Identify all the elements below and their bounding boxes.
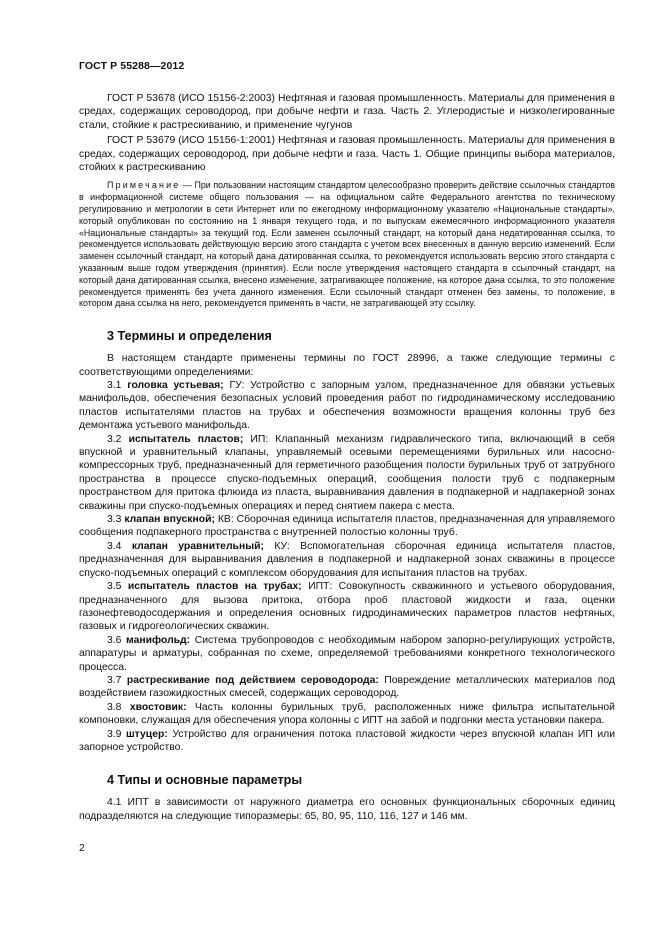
term-definition: ИПТ: Совокупность скважинного и устьевого оборудования, предназначенного для вызова притока, отбора проб пластовой жидкости и газа, оценки газонефтеводосодержания и определения основных гидродинамических параметров пластов нефтяных, газовых и гидрогеологических скважин. [79, 581, 615, 633]
term-number: 3.1 [107, 380, 122, 392]
term-number: 3.4 [107, 540, 122, 552]
term-definition: Повреждение металлических материалов под воздействием газожидкостных смесей, содержащих сероводород. [79, 674, 615, 700]
reference-gost-53678: ГОСТ Р 53678 (ИСО 15156-2:2003) Нефтяная и газовая промышленность. Материалы для применения в средах, содержащих сероводород, при добыче нефти и газа. Часть 2. Углеродистые и низколегированные стали, стойкие к растрескиванию, и применение чугунов [79, 93, 615, 131]
section-3-intro: В настоящем стандарте применены термины по ГОСТ 28996, а также следующие термины с соответствующими определениями: [79, 353, 615, 378]
term-3-7 [79, 674, 615, 701]
term-3-6 [79, 634, 615, 674]
term-3-3 [79, 513, 615, 540]
term-number: 3.3 [107, 514, 122, 526]
page-header-standard-number: ГОСТ Р 55288—2012 [79, 60, 185, 72]
term-name: клапан уравнительный; [131, 540, 264, 552]
note-label: Примечание [107, 180, 181, 191]
reference-gost-53679: ГОСТ Р 53679 (ИСО 15156-1:2001) Нефтяная и газовая промышленность. Материалы для применения в средах, содержащих сероводород, при добыче нефти и газа. Часть 1. Общие принципы выбора материалов, стойких к растрескиванию [79, 135, 615, 174]
term-definition: ГУ: Устройство с запорным узлом, предназначенное для обвязки устьевых манифольдов, обеспечения безопасных условий проведения работ по гидродинамическому исследованию пластов испытателями пластов на трубах и обеспечения возможности вращения колонны труб без демонтажа устьевого манифольда. [79, 380, 615, 432]
term-definition: Часть колонны бурильных труб, расположенных ниже фильтра испытательной компоновки, служащая для обеспечения упора колонны с ИПТ на забой и подгонки места установки пакера. [79, 701, 615, 727]
term-number: 3.2 [107, 433, 122, 445]
term-definition: КВ: Сборочная единица испытателя пластов, предназначенная для управляемого сообщения подпакерного пространства с внутренней полостью колонны труб. [79, 514, 616, 539]
section-3-heading: 3 Термины и определения [107, 329, 272, 344]
term-name: штуцер: [126, 728, 168, 740]
term-name: испытатель пластов; [128, 433, 244, 445]
term-name: хвостовик: [129, 701, 187, 713]
term-3-5 [79, 580, 615, 634]
page-content [79, 92, 615, 823]
section-4-1-paragraph: 4.1 ИПТ в зависимости от наружного диаметра его основных функциональных сборочных единиц подразделяются на следующие типоразмеры: 65, 80, 95, 110, 116, 127 и 146 мм. [79, 797, 615, 822]
term-number: 3.7 [107, 674, 122, 686]
note-text: — При пользовании настоящим стандартом целесообразно проверить действие ссылочных стандартов в информационной системе общего пользования — на официальном сайте Федерального агентства по техническому регулированию и метрологии в сети Интернет или по ежегодному информационному указателю «Национальные стандарты», который опубликован по состоянию на 1 января текущего года, и по выпускам ежемесячного информационного указателя «Национальные стандарты» за текущий год. Если заменен ссылочный стандарт, на который дана недатированная ссылка, то рекомендуется использовать действующую версию этого стандарта с учетом всех внесенных в данную версию изменений. Если заменен ссылочный стандарт, на который дана датированная ссылка, то рекомендуется использовать версию этого стандарта с указанным выше годом утверждения (принятия). Если после утверждения настоящего стандарта в ссылочный стандарт, на который дана датированная ссылка, внесено изменение, затрагивающее положение, на которое дана ссылка, то это положение рекомендуется применять без учета данного изменения. Если ссылочный стандарт отменен без замены, то положение, в котором дана ссылка на него, рекомендуется применять в части, не затрагивающей эту ссылку. [79, 180, 615, 309]
term-definition: ИП: Клапанный механизм гидравлического типа, включающий в себя впускной и уравнительный клапаны, управляемый осевыми перемещениями бурильных или насосно-компрессорных труб, предназначенный для герметичного разобщения полости бурильных труб от затрубного пространства в процессе спуско-подъемных операций, сообщения полости труб с подпакерным пространством для притока флюида из пласта, выравнивания давления в подпакерной и надпакерной зонах скважины при спуско-подъемных операциях и перед снятием пакера с места. [79, 433, 615, 512]
term-3-8 [79, 701, 615, 728]
term-number: 3.9 [107, 728, 122, 740]
term-number: 3.5 [107, 581, 122, 593]
term-definition: Система трубопроводов с необходимым набором запорно-регулирующих устройств, аппаратуры и арматуры, собранная по схеме, определяемой требованиями конкретного технологического процесса. [79, 634, 616, 673]
term-definition: КУ: Вспомогательная сборочная единица испытателя пластов, предназначенная для выравнивания давления в подпакерной и надпакерной зонах скважины в процессе спуско-подъемных операций с комплексом оборудования для испытания пластов на трубах. [79, 540, 615, 579]
term-3-2 [79, 433, 615, 513]
term-3-4 [79, 540, 615, 580]
section-4-heading: 4 Типы и основные параметры [107, 773, 303, 788]
term-3-1 [79, 379, 615, 433]
term-name: головка устьевая; [127, 380, 224, 392]
term-name: испытатель пластов на трубах; [127, 581, 302, 593]
term-number: 3.6 [107, 634, 122, 646]
term-3-9 [79, 728, 615, 755]
note-paragraph [79, 180, 615, 310]
term-name: клапан впускной; [124, 514, 215, 526]
page-number: 2 [79, 843, 85, 854]
term-name: манифольд: [126, 634, 191, 646]
term-definition: Устройство для ограничения потока пластовой жидкости через впускной клапан ИП или запорное устройство. [79, 728, 616, 753]
term-name: растрескивание под действием сероводорода: [126, 674, 379, 686]
term-number: 3.8 [107, 701, 122, 713]
